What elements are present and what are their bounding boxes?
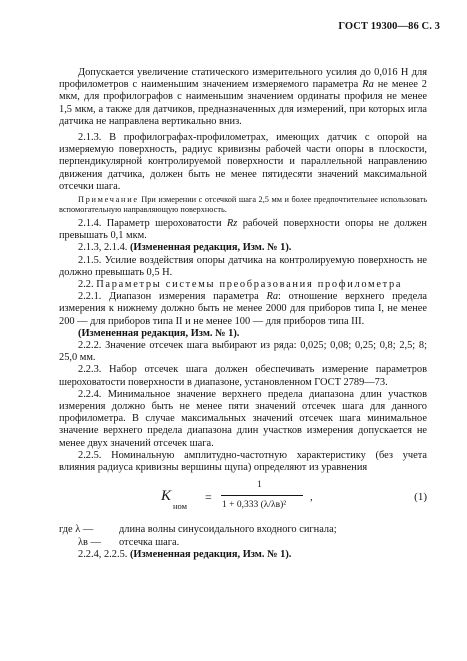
paragraph-amendment-3: 2.2.4, 2.2.5. (Измененная редакция, Изм. № 1). [78, 548, 292, 560]
formula-comma: , [310, 491, 313, 504]
paragraph-amendment-2: (Измененная редакция, Изм. № 1). [78, 327, 240, 339]
paragraph-2-1-3: 2.1.3. В профилографах-профилометрах, имеющих датчик с опорой на измеряемую поверхность, радиус кривизны рабочей части опоры в плоскости, перпендикулярной контролируемой поверхности и параллельной направлению движения датчика, должен быть не менее пятидесяти значений максимальной отсечки шага. [59, 132, 427, 192]
page-header: ГОСТ 19300—86 С. 3 [338, 21, 440, 32]
note-text: При измерении с отсечкой шага 2,5 мм и более предпочтительнее использовать вспомогательную направляющую поверхность. [59, 195, 427, 215]
formula-k-subscript: ном [173, 501, 188, 512]
paragraph-2-2-5: 2.2.5. Номинальную амплитудно-частотную характеристику (без учета влияния радиуса кривизны вершины щупа) определяют из уравнения [59, 449, 427, 474]
paragraph-force-increase: Допускается увеличение статического измерительного усилия до 0,016 Н для профилометров с наименьшим значением измеряемого параметра Ra не менее 2 мкм, для профилографов с наименьшим значением ординаты профиля не менее 1,5 мкм, а также для датчиков, предназначенных для измерений, при которых игла датчика не направлена вертикально вниз. [59, 67, 427, 127]
legend-item: где λ — длина волны синусоидального входного сигнала; [59, 524, 337, 536]
paragraph-2-2-2: 2.2.2. Значение отсечек шага выбирают из ряда: 0,025; 0,08; 0,25; 0,8; 2,5; 8; 25,0 мм. [59, 340, 427, 364]
formula-1 [59, 478, 427, 522]
formula-fraction-line [221, 495, 303, 496]
section-heading-2-2: 2.2. Параметры системы преобразования профилометра [78, 279, 403, 291]
paragraph-amendment-1: 2.1.3, 2.1.4. (Измененная редакция, Изм. № 1). [78, 242, 292, 254]
note [59, 195, 427, 215]
note-label: Примечание [78, 195, 139, 205]
paragraph-2-1-5: 2.1.5. Усилие воздействия опоры датчика на контролируемую поверхность не должно превышать 0,5 Н. [59, 254, 427, 278]
formula-k: K [161, 488, 172, 505]
formula-number: (1) [414, 491, 427, 504]
paragraph-2-2-3: 2.2.3. Набор отсечек шага должен обеспечивать измерение параметров шероховатости поверхности в диапазоне, установленном ГОСТ 2789—73. [59, 364, 427, 388]
legend-item: λв — отсечка шага. [78, 536, 180, 548]
formula-denominator: 1 + 0,333 (λ/λв)² [222, 500, 287, 511]
formula-equals: = [205, 490, 212, 505]
paragraph-2-2-1: 2.2.1. Диапазон измерения параметра Ra: отношение верхнего предела измерения к нижнему должно быть не менее 2000 для приборов типа I, не менее 200 — для приборов типа II и не менее 100 — для приборов типа III. [59, 291, 427, 327]
formula-numerator: 1 [257, 480, 262, 491]
document-body [59, 67, 427, 561]
paragraph-2-2-4: 2.2.4. Минимальное значение верхнего предела диапазона длин участков измерения должно быть не менее пяти значений отсечек шага для данного профилометра. В случае максимальных значений отсечек шага минимальное значение верхнего предела диапазона длин участков измерения допускается не менее двух значений отсечек шага. [59, 388, 427, 449]
paragraph-2-1-4: 2.1.4. Параметр шероховатости Rz рабочей поверхности опоры не должен превышать 0,1 мкм. [59, 218, 427, 242]
